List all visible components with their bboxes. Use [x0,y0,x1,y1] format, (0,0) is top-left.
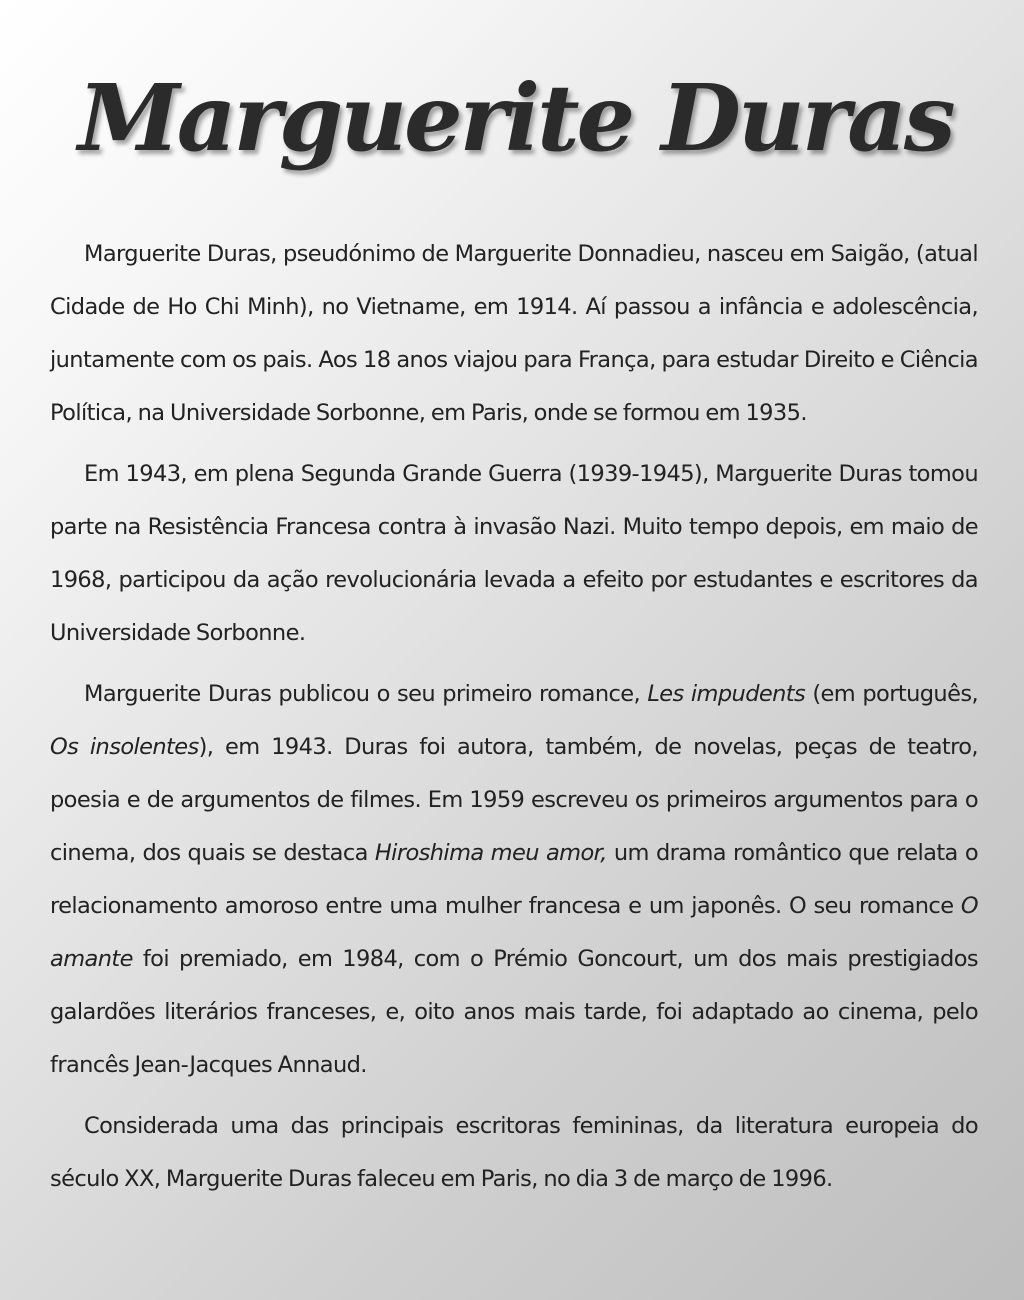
paragraph-works-text-5: foi premiado, em 1984, com o Prémio Goncourt, um dos mais prestigiados galardões literários franceses, e, oito anos mais tarde, foi adaptado ao cinema, pelo francês Jean-Jacques Annaud. [50,946,978,1078]
book-title-o-amante: O amante [50,893,978,972]
book-title-les-impudents: Les impudents [647,681,806,707]
paragraph-works-text-3: ), em 1943. Duras foi autora, também, de novelas, peças de teatro, poesia e de argumentos de filmes. Em 1959 escreveu os primeiros argumentos para o cinema, dos quais se destaca [50,734,978,866]
paragraph-works [50,668,978,1092]
page-title: Marguerite Duras [78,64,953,172]
paragraph-works-text-1: Marguerite Duras publicou o seu primeiro romance, [84,681,648,707]
paragraph-early-life: Marguerite Duras, pseudónimo de Marguerite Donnadieu, nasceu em Saigão, (atual Cidade de Ho Chi Minh), no Vietname, em 1914. Aí passou a infância e adolescência, juntamente com os pais. Aos 18 anos viajou para França, para estudar Direito e Ciência Política, na Universidade Sorbonne, em Paris, onde se formou em 1935. [50,241,978,426]
paragraph-works-text-2: (em português, [805,681,979,707]
document-body [50,228,978,1214]
paragraph-death: Considerada uma das principais escritoras femininas, da literatura europeia do século XX, Marguerite Duras faleceu em Paris, no dia 3 de março de 1996. [50,1113,978,1192]
paragraph-resistance: Em 1943, em plena Segunda Grande Guerra (1939-1945), Marguerite Duras tomou parte na Resistência Francesa contra à invasão Nazi. Muito tempo depois, em maio de 1968, participou da ação revolucionária levada a efeito por estudantes e escritores da Universidade Sorbonne. [50,461,978,646]
paragraph-works-text-4: um drama romântico que relata o relacionamento amoroso entre uma mulher francesa e um japonês. O seu romance [50,840,978,919]
book-title-os-insolentes: Os insolentes [50,734,199,760]
film-title-hiroshima-meu-amor: Hiroshima meu amor, [374,840,607,866]
